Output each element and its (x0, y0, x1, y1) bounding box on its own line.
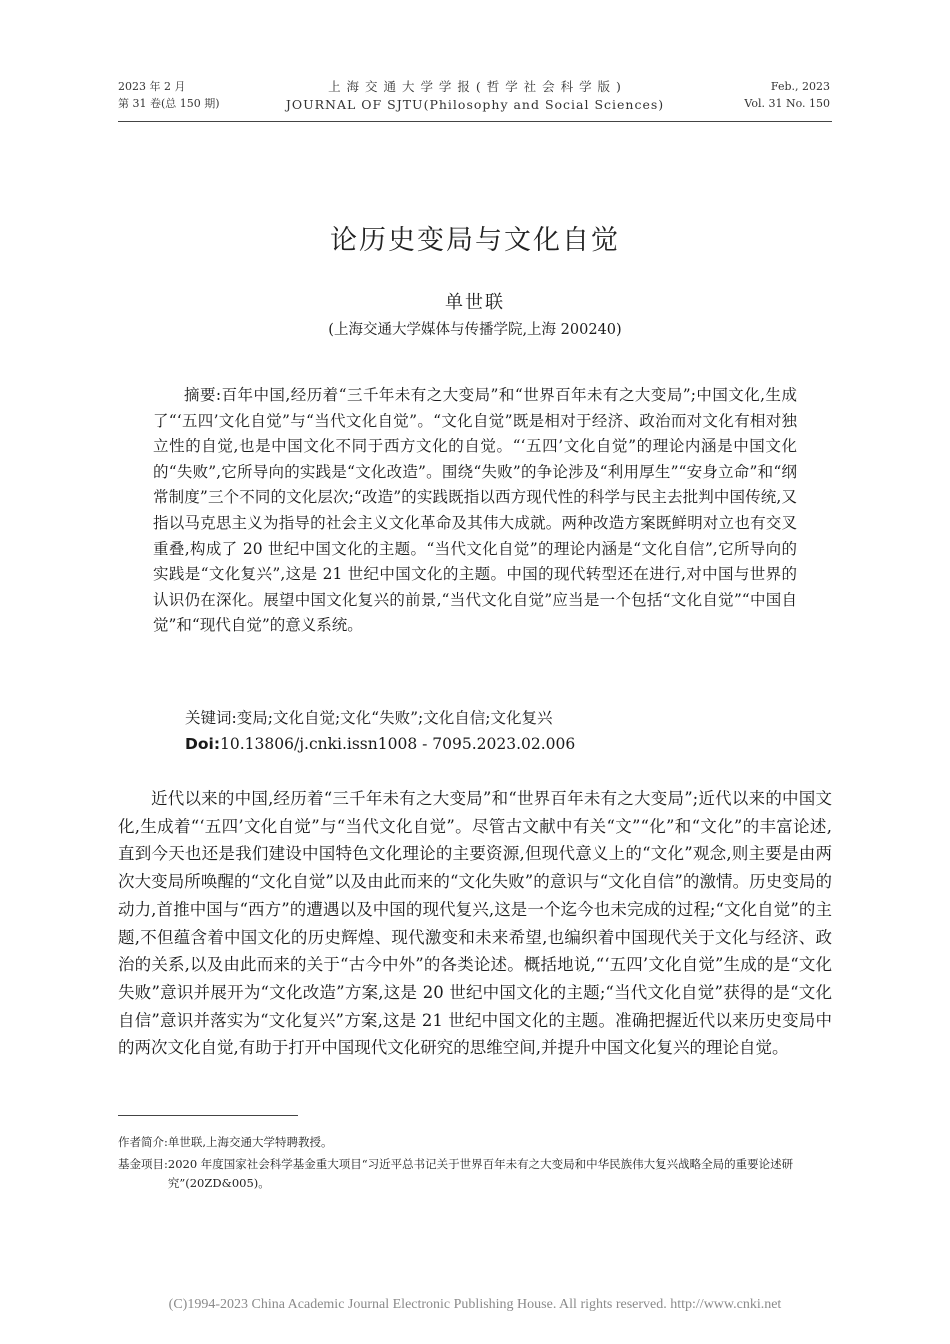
copyright-notice: (C)1994-2023 China Academic Journal Electronic Publishing House. All rights reserved. http://www.cnki.net (168, 1297, 782, 1312)
doi-value[interactable]: 10.13806/j.cnki.issn1008 - 7095.2023.02.006 (220, 735, 576, 753)
footnote-author-label: 作者简介: (118, 1135, 168, 1149)
keywords-label: 关键词: (185, 709, 237, 727)
doi-label: Doi: (185, 735, 221, 753)
abstract (153, 383, 797, 639)
header-volume-cn: 第 31 卷(总 150 期) (118, 97, 220, 110)
header-rule (118, 121, 832, 122)
header-journal-en: JOURNAL OF SJTU(Philosophy and Social Sciences) (285, 97, 665, 112)
footnote-author-text: 单世联,上海交通大学特聘教授。 (167, 1135, 333, 1149)
footnote-author (118, 1133, 832, 1152)
header-date-en: Feb., 2023 (770, 80, 830, 93)
author-affiliation: (上海交通大学媒体与传播学院,上海 200240) (328, 322, 622, 338)
keywords-text: 变局;文化自觉;文化“失败”;文化自信;文化复兴 (236, 709, 553, 727)
footnote-fund (118, 1155, 832, 1193)
keywords (185, 706, 552, 731)
body-text (118, 785, 832, 1062)
header-volume-en: Vol. 31 No. 150 (744, 97, 830, 110)
footnote-fund-text: 2020 年度国家社会科学基金重大项目“习近平总书记关于世界百年未有之大变局和中华民族伟大复兴战略全局的重要论述研究”(20ZD&005)。 (167, 1157, 794, 1190)
header-journal-cn: 上 海 交 通 大 学 学 报 ( 哲 学 社 会 科 学 版 ) (328, 79, 622, 94)
doi (185, 732, 575, 757)
author-name: 单世联 (445, 292, 505, 313)
footnote-fund-label: 基金项目: (118, 1157, 168, 1171)
footnote-rule (118, 1115, 298, 1116)
abstract-text: 摘要:百年中国,经历着“三千年未有之大变局”和“世界百年未有之大变局”;中国文化,生成了“‘五四’文化自觉”与“当代文化自觉”。“文化自觉”既是相对于经济、政治而对文化有相对独立性的自觉,也是中国文化不同于西方文化的自觉。“‘五四’文化自觉”的理论内涵是中国文化的“失败”,它所导向的实践是“文化改造”。围绕“失败”的争论涉及“利用厚生”“安身立命”和“纲常制度”三个不同的文化层次;“改造”的实践既指以西方现代性的科学与民主去批判中国传统,又指以马克思主义为指导的社会主义文化革命及其伟大成就。两种改造方案既鲜明对立也有交叉重叠,构成了 20 世纪中国文化的主题。“当代文化自觉”的理论内涵是“文化自信”,它所导向的实践是“文化复兴”,这是 21 世纪中国文化的主题。中国的现代转型还在进行,对中国与世界的认识仍在深化。展望中国文化复兴的前景,“当代文化自觉”应当是一个包括“文化自觉”“中国自觉”和“现代自觉”的意义系统。 (153, 386, 797, 635)
header-date-cn: 2023 年 2 月 (118, 80, 186, 93)
header-issue-en (744, 78, 830, 112)
body-paragraph: 近代以来的中国,经历着“三千年未有之大变局”和“世界百年未有之大变局”;近代以来的中国文化,生成着“‘五四’文化自觉”与“当代文化自觉”。尽管古文献中有关“文”“化”和“文化”的丰富论述,直到今天也还是我们建设中国特色文化理论的主要资源,但现代意义上的“文化”观念,则主要是由两次大变局所唤醒的“文化自觉”以及由此而来的“文化失败”的意识与“文化自信”的激情。历史变局的动力,首推中国与“西方”的遭遇以及中国的现代复兴,这是一个迄今也未完成的过程;“文化自觉”的主题,不但蕴含着中国文化的历史辉煌、现代激变和未来希望,也编织着中国现代关于文化与经济、政治的关系,以及由此而来的关于“古今中外”的各类论述。概括地说,“‘五四’文化自觉”生成的是“文化失败”意识并展开为“文化改造”方案,这是 20 世纪中国文化的主题;“当代文化自觉”获得的是“文化自信”意识并落实为“文化复兴”方案,这是 21 世纪中国文化的主题。准确把握近代以来历史变局中的两次文化自觉,有助于打开中国现代文化研究的思维空间,并提升中国文化复兴的理论自觉。 (118, 789, 832, 1058)
paper-title: 论历史变局与文化自觉 (330, 225, 620, 256)
